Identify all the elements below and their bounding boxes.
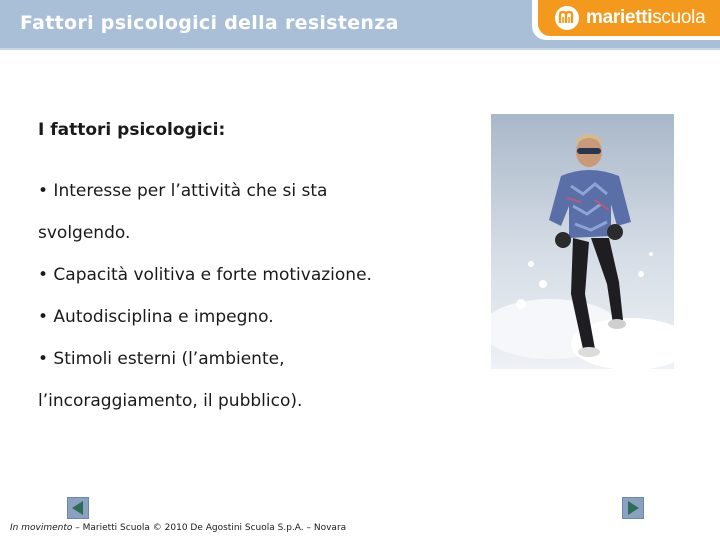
runner-in-snow-photo [491,114,674,369]
footer-credit-text: – Marietti Scuola © 2010 De Agostini Scuola S.p.A. – Novara [72,523,347,533]
slide-title: Fattori psicologici della resistenza [20,12,399,34]
logo-brand-bold: marietti [586,7,653,28]
bullet-line: • Autodisciplina e impegno. [38,307,274,327]
slide-content [38,120,468,422]
arrow-left-icon[interactable] [67,497,89,519]
content-heading: I fattori psicologici: [38,120,226,140]
bullet-line: • Stimoli esterni (l’ambiente, [38,349,285,369]
logo-brand-light: scuola [652,7,706,28]
bullet-line: l’incoraggiamento, il pubblico). [38,391,303,411]
marietti-logo-icon [554,5,580,31]
footer-book-title: In movimento [10,523,73,533]
logo-wordmark [586,7,705,29]
arrow-right-icon[interactable] [622,497,644,519]
header-divider [0,48,720,50]
bullet-line: • Capacità volitiva e forte motivazione. [38,265,372,285]
footer-credit [10,523,346,533]
bullet-line: • Interesse per l’attività che si sta [38,181,328,201]
bullet-line: svolgendo. [38,223,131,243]
